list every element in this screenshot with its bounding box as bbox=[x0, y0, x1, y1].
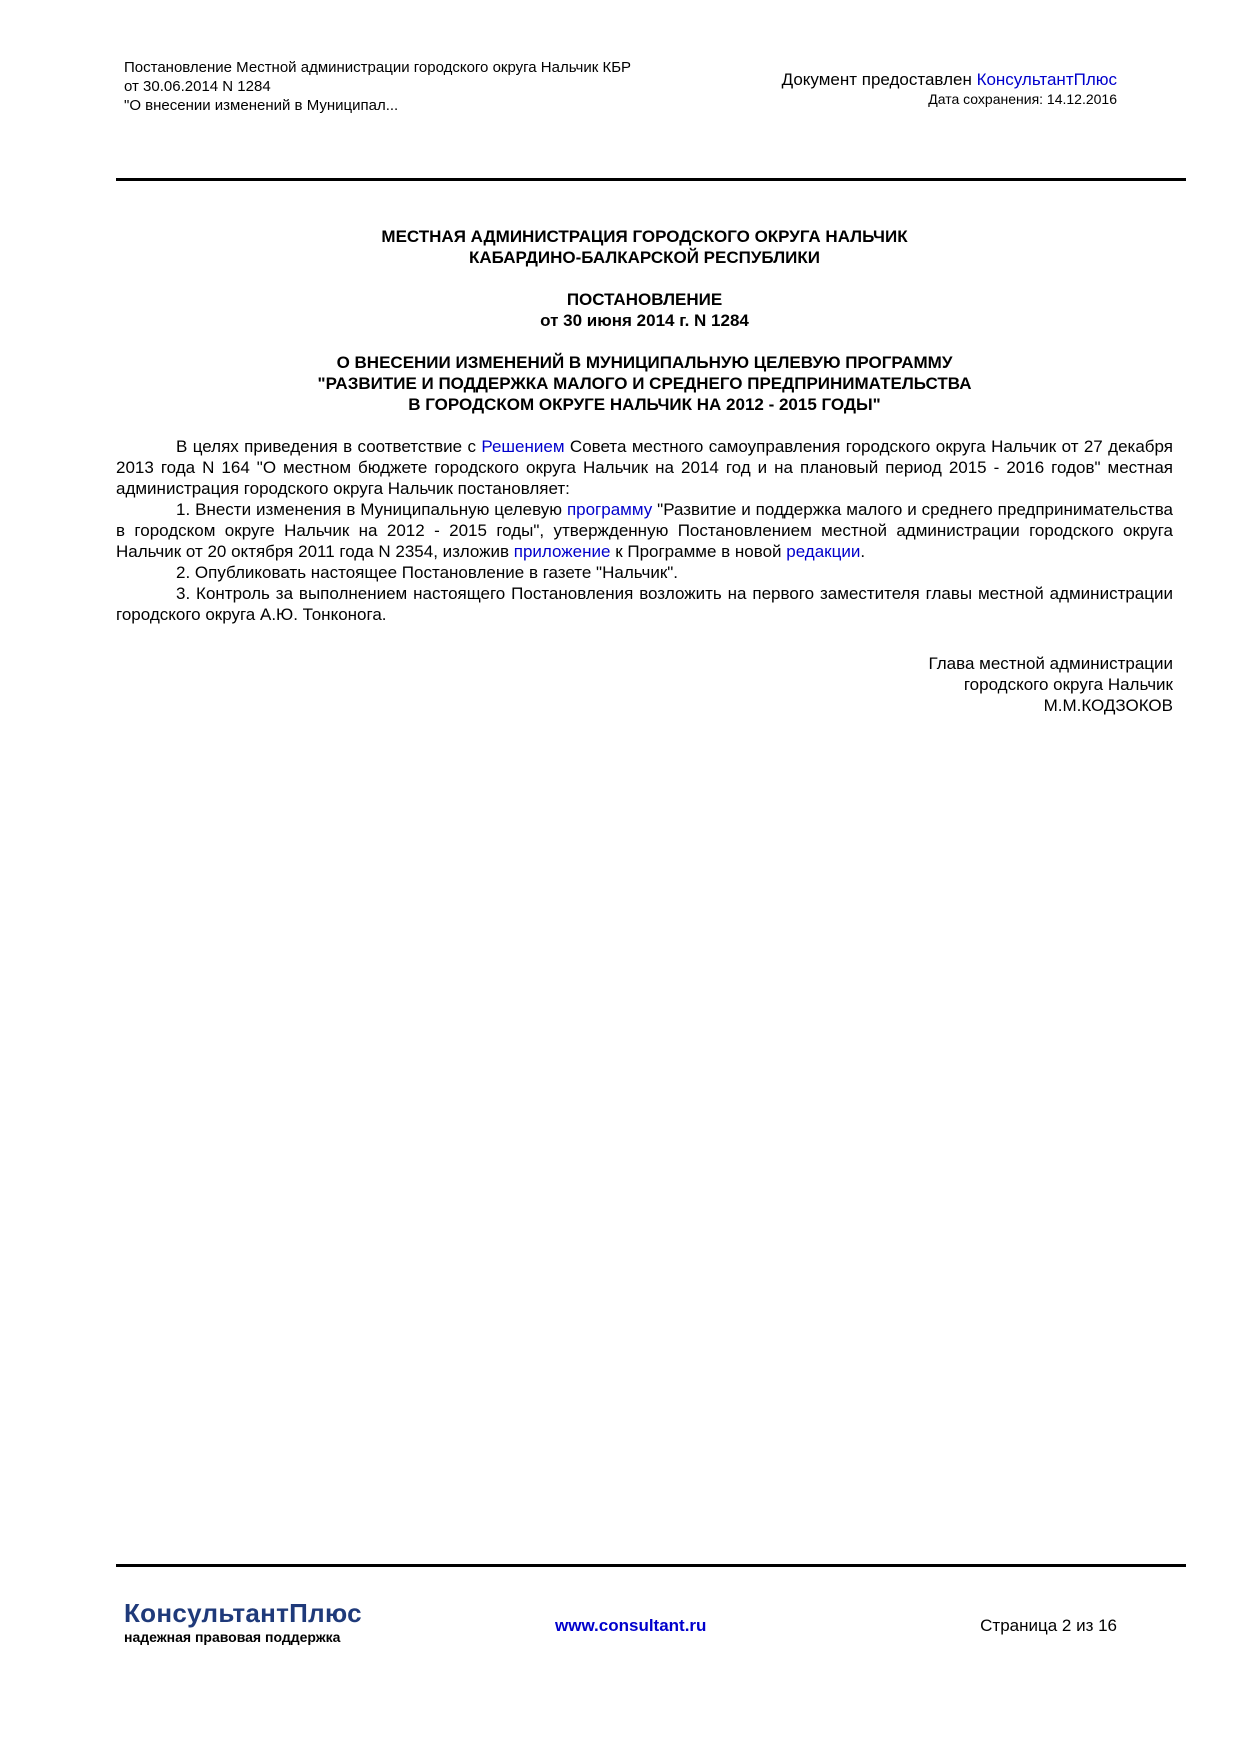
link-programmu[interactable]: программу bbox=[566, 500, 653, 519]
header-doc-subject: "О внесении изменений в Муниципал... bbox=[124, 97, 399, 114]
provided-by bbox=[597, 70, 1117, 90]
document-body bbox=[116, 226, 1173, 716]
header-divider bbox=[116, 178, 1186, 181]
paragraph-item-1 bbox=[116, 499, 1173, 562]
authority-name-line1: МЕСТНАЯ АДМИНИСТРАЦИЯ ГОРОДСКОГО ОКРУГА НАЛЬЧИК bbox=[381, 227, 908, 246]
item1-text-b: "Развитие и поддержка малого и среднего предпринимательства в городском округе Нальчик на 2012 - 2015 годы", утвержденную Постановлением местной администрации городского округа Нальчик от 20 октября 2011 года N 2354, изложив bbox=[116, 500, 1173, 561]
footer-brand-tagline: надежная правовая поддержка bbox=[124, 1629, 341, 1645]
save-date: Дата сохранения: 14.12.2016 bbox=[928, 91, 1117, 107]
footer-brand-name: КонсультантПлюс bbox=[124, 1598, 362, 1628]
authority-name-line2: КАБАРДИНО-БАЛКАРСКОЙ РЕСПУБЛИКИ bbox=[469, 248, 820, 267]
body-text bbox=[116, 436, 1173, 625]
page-number: Страница 2 из 16 bbox=[980, 1616, 1117, 1635]
document-subject-line3: В ГОРОДСКОМ ОКРУГЕ НАЛЬЧИК НА 2012 - 2015 ГОДЫ" bbox=[408, 395, 881, 414]
paragraph-preamble bbox=[116, 436, 1173, 499]
item1-text-d: . bbox=[860, 542, 866, 561]
document-subject-line1: О ВНЕСЕНИИ ИЗМЕНЕНИЙ В МУНИЦИПАЛЬНУЮ ЦЕЛЕВУЮ ПРОГРАММУ bbox=[336, 353, 953, 372]
footer-website-link[interactable]: www.consultant.ru bbox=[555, 1616, 707, 1635]
document-date-number: от 30 июня 2014 г. N 1284 bbox=[540, 311, 749, 330]
footer-brand-logo bbox=[124, 1598, 362, 1646]
header-doc-number: от 30.06.2014 N 1284 bbox=[124, 78, 271, 95]
signature-position-line2: городского округа Нальчик bbox=[963, 675, 1173, 694]
signature-position-line1: Глава местной администрации bbox=[928, 654, 1173, 673]
link-redaktsii[interactable]: редакции bbox=[786, 542, 861, 561]
footer-divider bbox=[116, 1564, 1186, 1567]
provider-info bbox=[597, 70, 1117, 108]
paragraph-item-3: 3. Контроль за выполнением настоящего Постановления возложить на первого заместителя главы местной администрации городского округа А.Ю. Тонконога. bbox=[116, 584, 1173, 624]
preamble-text-start: В целях приведения в соответствие с bbox=[176, 437, 482, 456]
item1-text-a: 1. Внести изменения в Муниципальную целевую bbox=[176, 500, 567, 519]
title-block bbox=[116, 226, 1173, 415]
provided-by-prefix: Документ предоставлен bbox=[781, 70, 977, 89]
provider-brand-link[interactable]: КонсультантПлюс bbox=[976, 70, 1117, 89]
signature-name: М.М.КОДЗОКОВ bbox=[1043, 696, 1173, 715]
signature-block bbox=[116, 653, 1173, 716]
item1-text-c: к Программе в новой bbox=[610, 542, 787, 561]
paragraph-item-2: 2. Опубликовать настоящее Постановление в газете "Нальчик". bbox=[176, 563, 679, 582]
header-doc-title: Постановление Местной администрации городского округа Нальчик КБР bbox=[124, 59, 632, 76]
document-subject-line2: "РАЗВИТИЕ И ПОДДЕРЖКА МАЛОГО И СРЕДНЕГО ПРЕДПРИНИМАТЕЛЬСТВА bbox=[317, 374, 972, 393]
document-type: ПОСТАНОВЛЕНИЕ bbox=[566, 290, 723, 309]
link-resheniem[interactable]: Решением bbox=[481, 437, 565, 456]
link-prilozhenie[interactable]: приложение bbox=[513, 542, 611, 561]
preamble-text-end: Совета местного самоуправления городского округа Нальчик от 27 декабря 2013 года N 164 "О местном бюджете городского округа Нальчик на 2014 год и на плановый период 2015 - 2016 годов" местная администрация городского округа Нальчик постановляет: bbox=[116, 437, 1173, 498]
